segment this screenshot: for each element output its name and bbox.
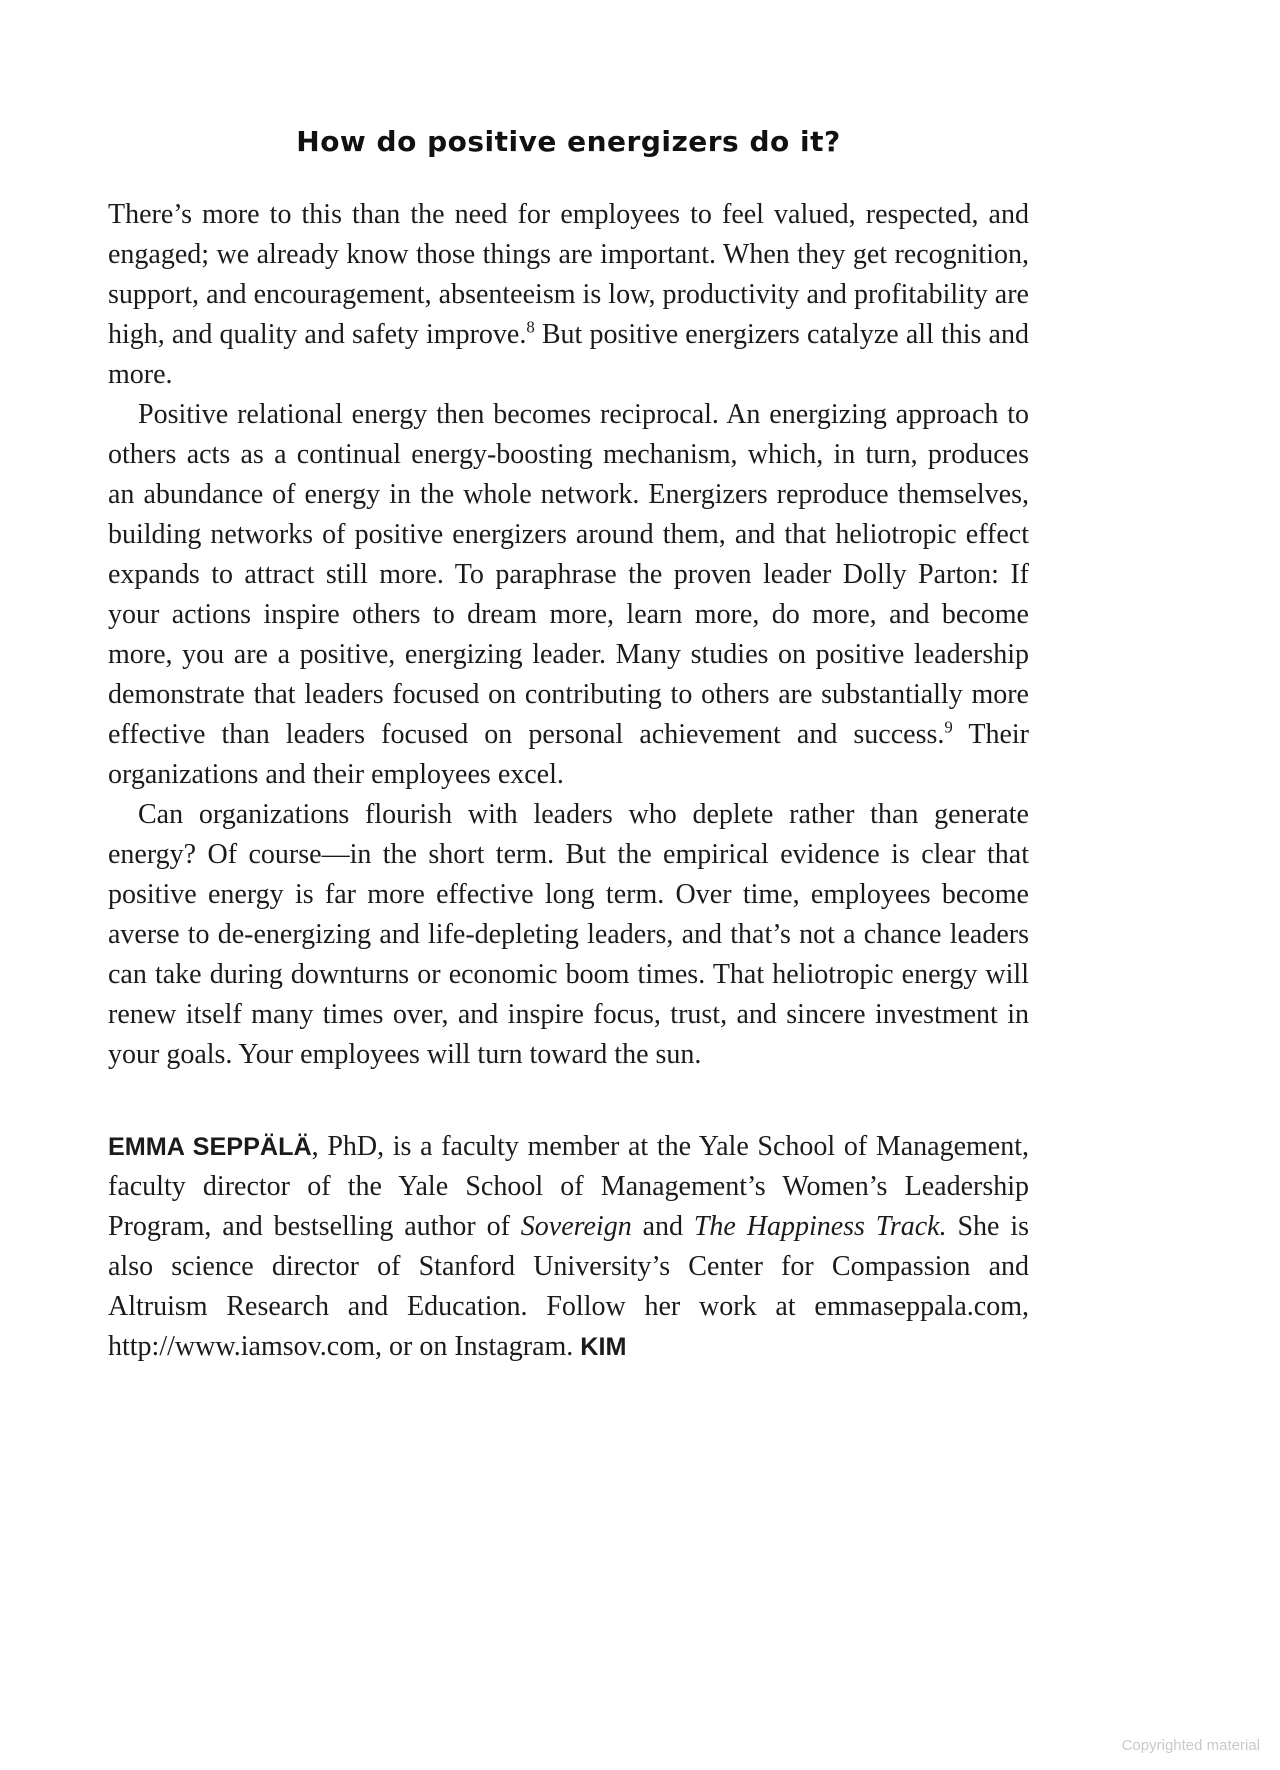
text-run-normal: But positive energizers catalyze all this and more. — [108, 319, 1029, 390]
text-run-normal: Positive relational energy then becomes reciprocal. An energizing approach to others acts as a continual energy-boosting mechanism, which, in turn, produces an abundance of energy in the whole network. Energizers reproduce themselves, building networks of positive energizers around them, and that heliotropic effect expands to attract still more. To paraphrase the proven leader Dolly Parton: If your actions inspire others to dream more, learn more, do more, and become more, you are a positive, energizing leader. Many studies on positive leadership demonstrate that leaders focused on contributing to others are substantially more effective than leaders focused on personal achievement and success. — [108, 399, 1029, 750]
author-bio-paragraph — [108, 1127, 1029, 1367]
text-run-normal: and — [631, 1211, 694, 1242]
text-run-bold-sans: EMMA SEPPÄLÄ — [108, 1133, 312, 1161]
text-run-normal: , PhD, is a faculty member at the Yale School of Management, faculty director of the Yale School of Management’s Women’s Leadership Program, and bestselling author of — [108, 1131, 1030, 1242]
text-run-normal: There’s more to this than the need for employees to feel valued, respected, and engaged; we already know those things are important. When they get recognition, support, and encouragement, absenteeism is low, productivity and profitability are high, and quality and safety improve. — [108, 199, 1029, 350]
paragraph-3 — [108, 795, 1029, 1075]
text-run-sup: 8 — [526, 317, 535, 337]
copyright-watermark: Copyrighted material — [1121, 1737, 1260, 1754]
text-run-italic: Sovereign — [520, 1211, 632, 1242]
text-run-bold-sans: KIM — [580, 1333, 627, 1361]
text-run-normal: She is also science director of Stanford University’s Center for Compassion and Altruism Research and Education. Follow her work at emmaseppala.com, http://www.iamsov.com, or on Instagram. — [108, 1211, 1029, 1362]
text-block — [108, 124, 1029, 1367]
text-run-normal: Can organizations flourish with leaders who deplete rather than generate energy? Of course—in the short term. But the empirical evidence is clear that positive energy is far more effective long term. Over time, employees become averse to de-energizing and life-depleting leaders, and that’s not a chance leaders can take during downturns or economic boom times. That heliotropic energy will renew itself many times over, and inspire focus, trust, and sincere investment in your goals. Your employees will turn toward the sun. — [108, 799, 1029, 1070]
text-run-italic: The Happiness Track. — [693, 1211, 947, 1242]
paragraph-1 — [108, 195, 1029, 395]
paragraph-2 — [108, 395, 1029, 795]
text-run-sup: 9 — [944, 717, 953, 737]
section-heading: How do positive energizers do it? — [296, 125, 841, 158]
text-run-normal: Their organizations and their employees excel. — [108, 719, 1029, 790]
